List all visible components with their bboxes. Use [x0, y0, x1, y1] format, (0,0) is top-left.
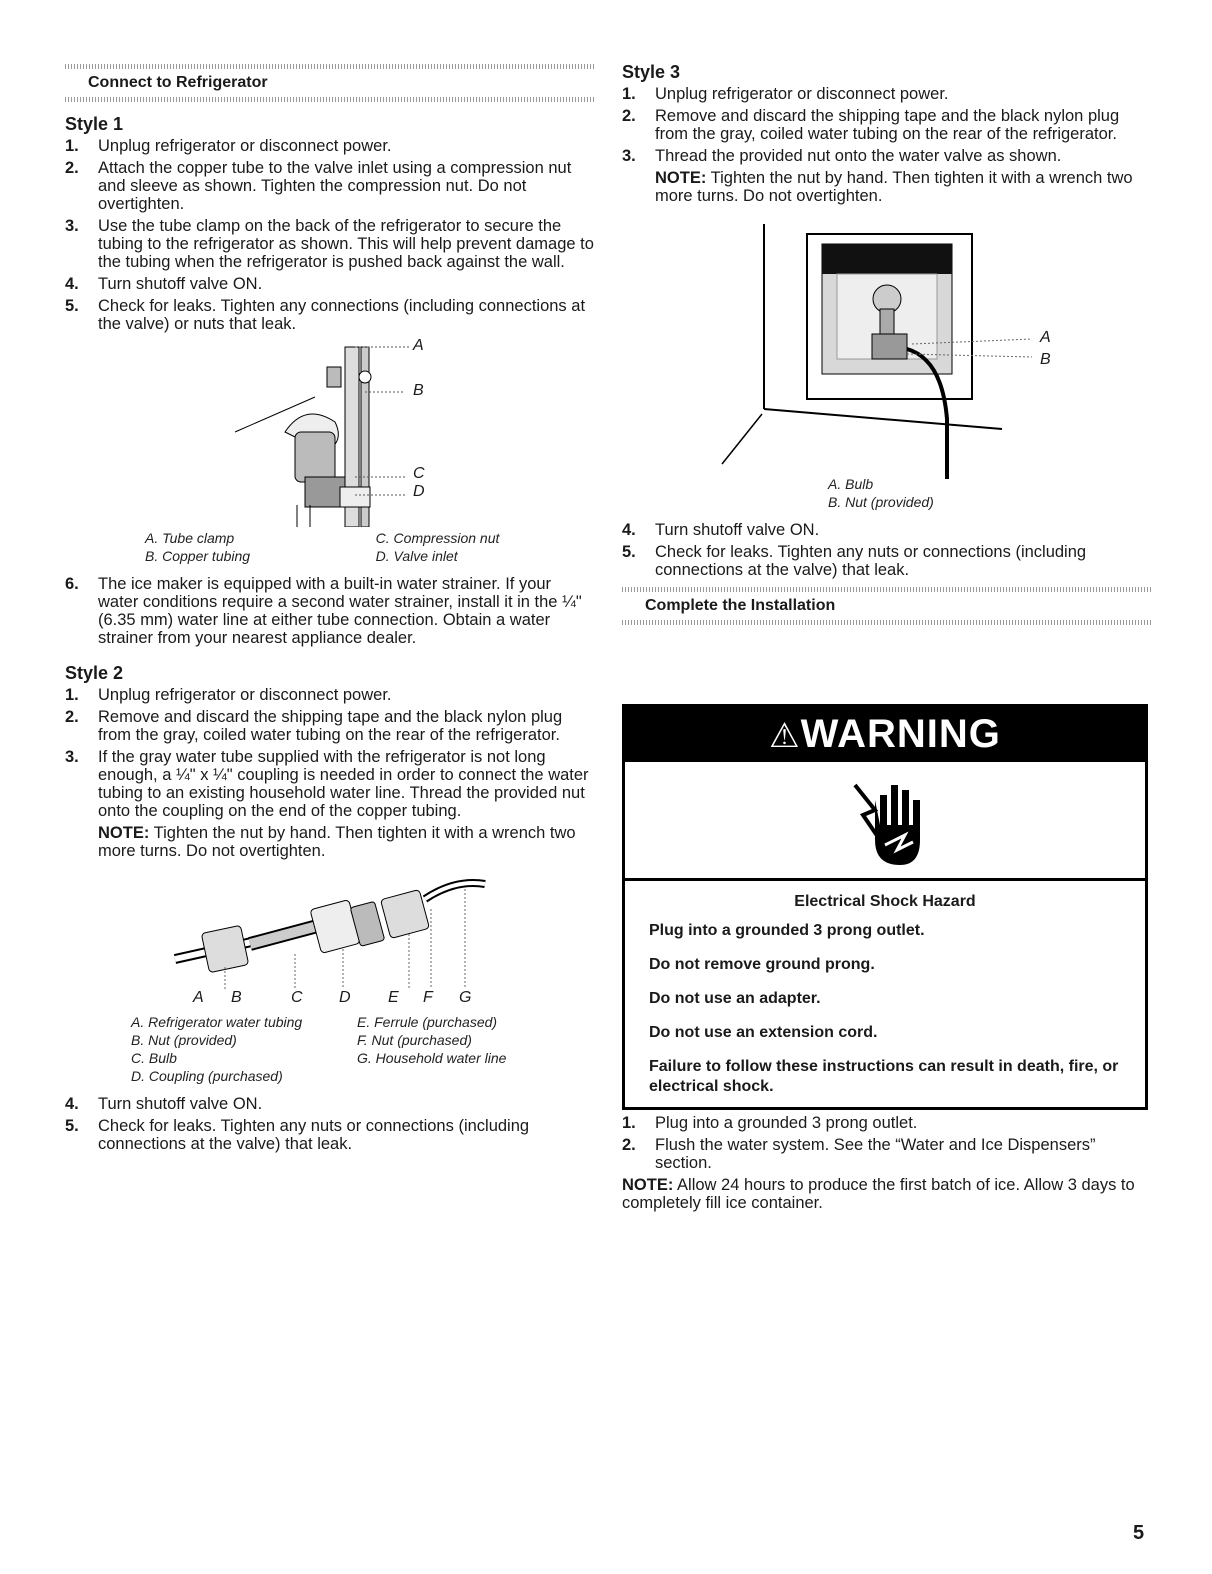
- left-column: [65, 60, 595, 1157]
- style3-heading: Style 3: [622, 62, 681, 82]
- figure-style3: [622, 209, 1152, 479]
- caption-item: C. Bulb: [131, 1050, 177, 1066]
- caption-item: G. Household water line: [357, 1050, 507, 1066]
- warning-line: Do not use an extension cord.: [649, 1024, 878, 1041]
- warning-icon-area: [625, 762, 1145, 881]
- callout-a: A: [413, 337, 424, 354]
- final-note: NOTE: Allow 24 hours to produce the first batch of ice. Allow 3 days to completely fill ice container.: [622, 1176, 1135, 1212]
- list-item: 1. Unplug refrigerator or disconnect power.: [622, 85, 949, 103]
- list-item: 5. Check for leaks. Tighten any nuts or connections (including connections at the valve) that leak.: [622, 543, 1087, 579]
- callout-b: B: [413, 382, 424, 399]
- list-item: 3. Thread the provided nut onto the water valve as shown.: [622, 147, 1062, 165]
- list-item: 6. The ice maker is equipped with a built-in water strainer. If your water conditions require a second water strainer, install it in the ¼" (6.35 mm) water line at either tube connection. Obtain a water strainer from your nearest appliance dealer.: [65, 575, 582, 647]
- callout-f: F: [423, 989, 433, 1006]
- callout-e: E: [388, 989, 399, 1006]
- caption-item: B. Copper tubing: [145, 548, 251, 564]
- final-steps: [622, 1114, 1152, 1172]
- electric-shock-hand-icon: [845, 770, 925, 870]
- list-item: 2. Attach the copper tube to the valve inlet using a compression nut and sleeve as shown. Tighten the compression nut. Do not overtighten.: [65, 159, 572, 213]
- caption-item: B. Nut (provided): [828, 494, 934, 510]
- right-column: [622, 62, 1152, 623]
- style2-heading: Style 2: [65, 663, 124, 683]
- callout-c: C: [413, 465, 425, 482]
- callout-b: B: [231, 989, 242, 1006]
- style3-steps: [622, 85, 1152, 165]
- caption-item: A. Refrigerator water tubing: [131, 1014, 303, 1030]
- warning-body: [625, 881, 1145, 1107]
- water-valve-illustration: [622, 219, 1152, 489]
- hazard-title: Electrical Shock Hazard: [794, 893, 976, 910]
- list-item: 2. Remove and discard the shipping tape and the black nylon plug from the gray, coiled water tubing on the rear of the refrigerator.: [65, 708, 563, 744]
- warning-title-text: WARNING: [800, 712, 1001, 756]
- warning-triangle-icon: ⚠: [769, 717, 801, 755]
- style1-heading: Style 1: [65, 114, 124, 134]
- list-item: 5. Check for leaks. Tighten any connections (including connections at the valve) or nuts that leak.: [65, 297, 586, 333]
- coupling-illustration: [65, 869, 595, 989]
- caption-item: D. Valve inlet: [375, 548, 458, 564]
- final-steps-section: [622, 1114, 1152, 1212]
- caption-item: [357, 1067, 595, 1085]
- figure-style1-captions: [145, 529, 595, 565]
- list-item: 2. Remove and discard the shipping tape and the black nylon plug from the gray, coiled water tubing on the rear of the refrigerator.: [622, 107, 1120, 143]
- callout-c: C: [291, 989, 303, 1006]
- warning-line: Do not use an adapter.: [649, 990, 821, 1007]
- style1-step6: [65, 575, 595, 647]
- list-item: 3. If the gray water tube supplied with the refrigerator is not long enough, a ¼" x ¼" coupling is needed in order to connect the water tubing to an existing household water line. Thread the provided nut onto the coupling on the end of the copper tubing.: [65, 748, 589, 820]
- callout-b: B: [1040, 351, 1051, 368]
- style1-steps: [65, 137, 595, 333]
- page-number: 5: [1133, 1522, 1145, 1544]
- callout-a: A: [1040, 329, 1051, 346]
- figure-style2: [65, 864, 595, 1009]
- list-item: 4. Turn shutoff valve ON.: [65, 275, 263, 293]
- figure-style2-captions: [131, 1013, 595, 1085]
- section-title-connect: Connect to Refrigerator: [65, 60, 595, 100]
- list-item: 4. Turn shutoff valve ON.: [622, 521, 820, 539]
- caption-item: B. Nut (provided): [131, 1032, 237, 1048]
- warning-box: [622, 704, 1148, 1110]
- caption-item: F. Nut (purchased): [357, 1032, 472, 1048]
- callout-g: G: [459, 989, 472, 1006]
- warning-line: Do not remove ground prong.: [649, 956, 875, 973]
- caption-item: A. Tube clamp: [145, 530, 235, 546]
- caption-item: A. Bulb: [828, 476, 874, 492]
- valve-inlet-illustration: [65, 337, 595, 527]
- warning-line: Plug into a grounded 3 prong outlet.: [649, 922, 925, 939]
- style3-note: NOTE: Tighten the nut by hand. Then tighten it with a wrench two more turns. Do not overtighten.: [655, 169, 1133, 205]
- list-item: 1. Unplug refrigerator or disconnect power.: [65, 137, 392, 155]
- style2-note: NOTE: Tighten the nut by hand. Then tighten it with a wrench two more turns. Do not overtighten.: [98, 824, 576, 860]
- section-title-complete: Complete the Installation: [622, 583, 1152, 623]
- caption-item: D. Coupling (purchased): [131, 1068, 283, 1084]
- caption-item: E. Ferrule (purchased): [357, 1014, 498, 1030]
- callout-d: D: [339, 989, 351, 1006]
- warning-line: Failure to follow these instructions can result in death, fire, or electrical shock.: [649, 1058, 1119, 1095]
- list-item: 1. Plug into a grounded 3 prong outlet.: [622, 1114, 918, 1132]
- list-item: 2. Flush the water system. See the “Water and Ice Dispensers” section.: [622, 1136, 1096, 1172]
- list-item: 3. Use the tube clamp on the back of the refrigerator to secure the tubing to the refrigerator as shown. This will help prevent damage to the tubing when the refrigerator is pushed back against the wall.: [65, 217, 594, 271]
- list-item: 4. Turn shutoff valve ON.: [65, 1095, 263, 1113]
- caption-item: C. Compression nut: [375, 530, 500, 546]
- list-item: 1. Unplug refrigerator or disconnect power.: [65, 686, 392, 704]
- warning-title: [625, 707, 1145, 762]
- style3-steps-after: [622, 521, 1152, 579]
- list-item: 5. Check for leaks. Tighten any nuts or connections (including connections at the valve) that leak.: [65, 1117, 530, 1153]
- style2-steps: [65, 686, 595, 820]
- figure-style1: [65, 337, 595, 527]
- callout-a: A: [193, 989, 204, 1006]
- callout-d: D: [413, 483, 425, 500]
- style2-steps-after: [65, 1095, 595, 1153]
